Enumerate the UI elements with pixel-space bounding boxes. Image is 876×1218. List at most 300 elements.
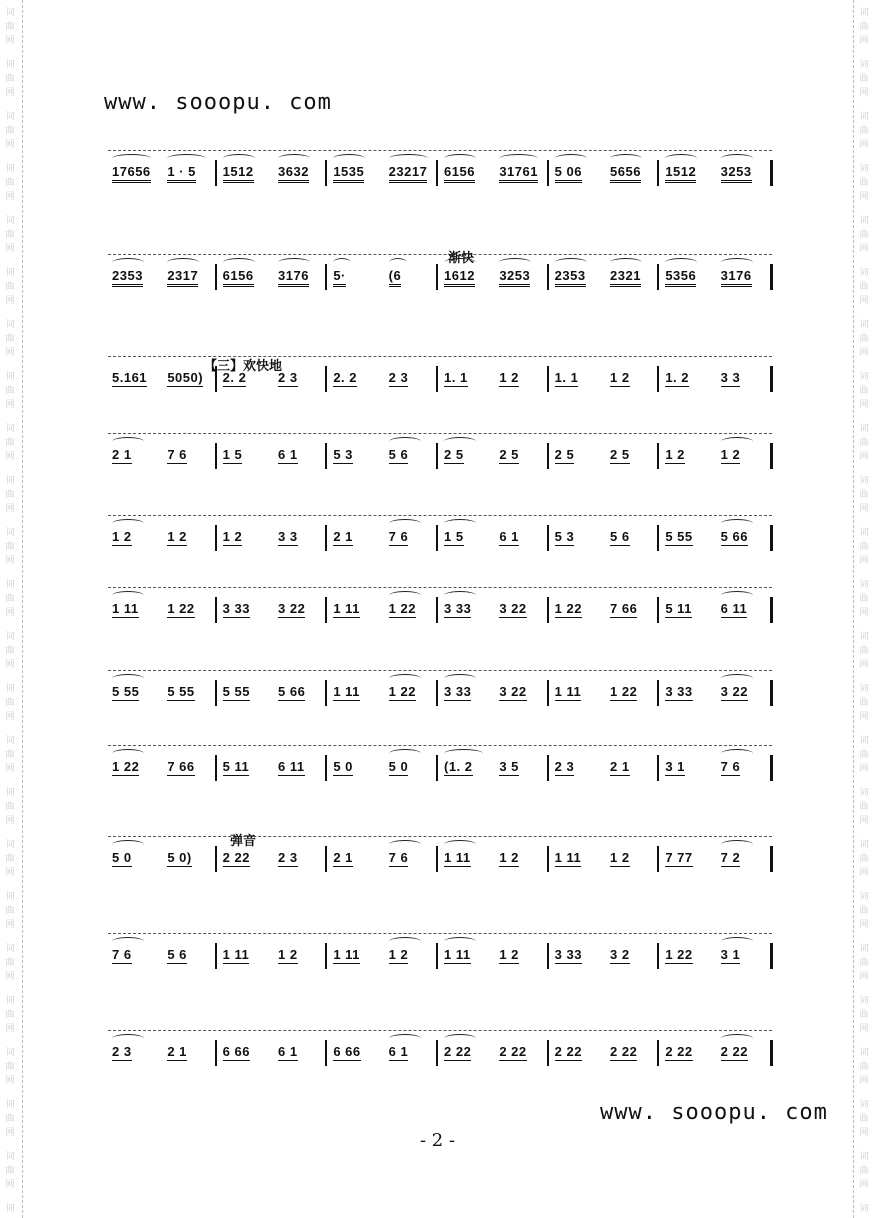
slur: [112, 437, 144, 446]
beat-group: [223, 268, 254, 287]
slur: [278, 258, 310, 267]
jianpu-notes: 1 11: [112, 601, 139, 616]
watermark-glyph: 词: [859, 840, 869, 850]
bar-line: [215, 597, 217, 623]
watermark-glyph: 网: [859, 504, 869, 514]
jianpu-notes: 1 2: [610, 370, 630, 385]
slur: [112, 591, 144, 600]
jianpu-notes: 3 22: [720, 684, 748, 699]
bar-line: [215, 943, 217, 969]
slur: [721, 154, 753, 163]
jianpu-notes: 2 1: [333, 529, 353, 544]
beat-group: [112, 759, 139, 776]
footer-site-url: www. sooopu. com: [600, 1100, 828, 1125]
beat-group: [555, 850, 582, 867]
end-bar-line: [770, 943, 773, 969]
bar-line: [657, 366, 659, 392]
slur: [112, 749, 144, 758]
jianpu-notes: 5 3: [554, 529, 575, 544]
slur: [167, 258, 199, 267]
beat-group: [278, 947, 298, 964]
jianpu-notes: 3 1: [665, 759, 685, 774]
watermark-glyph: 词: [5, 268, 15, 278]
watermark-glyph: 网: [859, 140, 869, 150]
beat-group: [278, 529, 298, 546]
jianpu-notes: 2 3: [554, 759, 575, 774]
jianpu-notes: 1612: [444, 268, 475, 287]
bar-line: [436, 443, 438, 469]
jianpu-notes: 5 66: [720, 529, 748, 544]
jianpu-notes: 6 66: [222, 1044, 250, 1059]
jianpu-notes: 2 5: [554, 447, 575, 462]
slur: [223, 258, 255, 267]
jianpu-notes: 2353: [112, 268, 143, 287]
jianpu-notes: 2 3: [112, 1044, 132, 1059]
jianpu-notes: 2 3: [388, 370, 409, 385]
bar-line: [436, 366, 438, 392]
end-bar-line: [770, 597, 773, 623]
jianpu-notes: (1. 2: [444, 759, 473, 774]
beat-group: [278, 601, 305, 618]
watermark-glyph: 曲: [5, 1166, 15, 1176]
beat-group: [610, 1044, 637, 1061]
jianpu-notes: 1 11: [444, 947, 471, 962]
beat-group: [610, 529, 630, 546]
watermark-glyph: 词: [859, 372, 869, 382]
watermark-glyph: 网: [5, 192, 15, 202]
slur: [721, 437, 753, 446]
beat-group: [167, 684, 194, 701]
jianpu-notes: 5 55: [112, 684, 140, 699]
beat-group: [167, 947, 187, 964]
beat-group: [665, 370, 689, 387]
bar-line: [325, 525, 327, 551]
jianpu-notes: 3 22: [278, 601, 306, 616]
watermark-glyph: 词: [859, 996, 869, 1006]
beat-group: [112, 601, 139, 618]
watermark-glyph: 词: [5, 424, 15, 434]
watermark-glyph: 词: [859, 268, 869, 278]
jianpu-notes: 2 22: [499, 1044, 527, 1059]
watermark-glyph: 曲: [5, 958, 15, 968]
watermark-glyph: 网: [5, 36, 15, 46]
slur: [721, 519, 753, 528]
bar-line: [215, 264, 217, 290]
jianpu-notes: 1 11: [222, 947, 250, 962]
beat-group: [721, 850, 741, 867]
watermark-glyph: 网: [859, 88, 869, 98]
beat-group: [112, 164, 151, 183]
jianpu-notes: 5 3: [333, 447, 353, 462]
beat-group: [389, 370, 409, 387]
end-bar-line: [770, 680, 773, 706]
slur: [721, 840, 753, 849]
beat-group: [721, 684, 748, 701]
beat-group: [444, 447, 464, 464]
left-watermark-strip: [0, 0, 23, 1218]
slur: [112, 154, 151, 163]
watermark-glyph: 曲: [859, 490, 869, 500]
beat-group: [167, 529, 187, 546]
jianpu-notes: 2 1: [333, 850, 353, 865]
jianpu-notes: 3 3: [278, 529, 298, 544]
watermark-glyph: 词: [5, 684, 15, 694]
jianpu-notes: 3176: [278, 268, 309, 287]
watermark-glyph: 词: [859, 164, 869, 174]
watermark-glyph: 网: [5, 920, 15, 930]
jianpu-notes: 1 11: [333, 601, 360, 616]
jianpu-notes: 5 6: [610, 529, 630, 544]
slur: [333, 258, 351, 267]
beat-group: [333, 947, 360, 964]
jianpu-notes: 5050): [167, 370, 204, 385]
jianpu-notes: 2. 2: [222, 370, 247, 385]
beat-group: [333, 370, 357, 387]
jianpu-notes: 3 33: [222, 601, 250, 616]
bar-line: [325, 755, 327, 781]
slur: [444, 749, 483, 758]
slur: [389, 154, 428, 163]
bar-line: [547, 443, 549, 469]
jianpu-notes: 5 11: [665, 601, 692, 616]
slur: [112, 258, 144, 267]
watermark-glyph: 网: [859, 712, 869, 722]
jianpu-notes: 1 2: [388, 947, 409, 962]
jianpu-notes: 5 55: [665, 529, 693, 544]
watermark-glyph: 曲: [5, 334, 15, 344]
watermark-glyph: 网: [5, 296, 15, 306]
slur: [721, 749, 753, 758]
staff-guide-line: [108, 836, 772, 837]
bar-line: [547, 846, 549, 872]
beat-group: [444, 947, 471, 964]
bar-line: [325, 366, 327, 392]
beat-group: [665, 164, 696, 183]
beat-group: [333, 529, 353, 546]
technique-marking: 弹音: [230, 834, 257, 849]
jianpu-notes: 3 22: [499, 601, 527, 616]
watermark-glyph: 词: [5, 528, 15, 538]
watermark-glyph: 曲: [859, 438, 869, 448]
bar-line: [215, 443, 217, 469]
beat-group: [389, 447, 409, 464]
watermark-glyph: 词: [5, 736, 15, 746]
beat-group: [223, 601, 250, 618]
watermark-glyph: 词: [859, 424, 869, 434]
jianpu-notes: 1 11: [333, 947, 360, 962]
watermark-glyph: 网: [859, 36, 869, 46]
watermark-glyph: 曲: [5, 542, 15, 552]
watermark-glyph: 曲: [859, 126, 869, 136]
beat-group: [444, 370, 468, 387]
beat-group: [223, 447, 243, 464]
beat-group: [444, 684, 471, 701]
watermark-glyph: 曲: [5, 750, 15, 760]
beat-group: [444, 529, 464, 546]
beat-group: [721, 529, 748, 546]
jianpu-notes: 6156: [444, 164, 475, 183]
watermark-glyph: 曲: [5, 802, 15, 812]
jianpu-notes: 5 0: [333, 759, 353, 774]
jianpu-notes: 3 3: [720, 370, 741, 385]
watermark-glyph: 网: [859, 868, 869, 878]
watermark-glyph: 曲: [5, 230, 15, 240]
bar-line: [325, 1040, 327, 1066]
jianpu-notes: 1512: [665, 164, 696, 183]
beat-group: [278, 268, 309, 287]
jianpu-notes: 5 11: [222, 759, 250, 774]
watermark-glyph: 网: [5, 348, 15, 358]
jianpu-notes: 1 2: [499, 850, 519, 865]
beat-group: [444, 164, 475, 183]
beat-group: [610, 447, 630, 464]
bar-line: [215, 1040, 217, 1066]
jianpu-notes: 7 66: [167, 759, 195, 774]
watermark-glyph: 网: [5, 972, 15, 982]
beat-group: [112, 268, 143, 287]
slur: [112, 674, 144, 683]
beat-group: [665, 850, 692, 867]
jianpu-notes: 2 22: [665, 1044, 693, 1059]
watermark-glyph: 曲: [5, 74, 15, 84]
watermark-glyph: 词: [5, 372, 15, 382]
end-bar-line: [770, 264, 773, 290]
jianpu-notes: 1. 1: [444, 370, 468, 385]
watermark-glyph: 网: [5, 556, 15, 566]
slur: [499, 258, 531, 267]
beat-group: [444, 759, 473, 776]
end-bar-line: [770, 160, 773, 186]
beat-group: [555, 529, 575, 546]
bar-line: [657, 680, 659, 706]
bar-line: [215, 680, 217, 706]
slur: [444, 591, 476, 600]
beat-group: [167, 759, 194, 776]
watermark-glyph: 网: [859, 608, 869, 618]
watermark-glyph: 网: [859, 972, 869, 982]
jianpu-notes: 3 1: [720, 947, 741, 962]
watermark-glyph: 词: [5, 1152, 15, 1162]
beat-group: [389, 850, 409, 867]
watermark-glyph: 曲: [859, 22, 869, 32]
jianpu-notes: 1 2: [499, 370, 519, 385]
watermark-glyph: 曲: [5, 906, 15, 916]
slur: [721, 591, 753, 600]
beat-group: [555, 947, 582, 964]
watermark-glyph: 网: [859, 192, 869, 202]
slur: [389, 591, 421, 600]
bar-line: [436, 680, 438, 706]
beat-group: [721, 947, 741, 964]
slur: [499, 154, 538, 163]
end-bar-line: [770, 1040, 773, 1066]
jianpu-notes: 2 1: [610, 759, 630, 774]
jianpu-notes: 5·: [333, 268, 346, 287]
bar-line: [657, 755, 659, 781]
watermark-glyph: 曲: [859, 594, 869, 604]
watermark-glyph: 词: [859, 892, 869, 902]
jianpu-notes: 5 55: [222, 684, 250, 699]
watermark-glyph: 曲: [859, 958, 869, 968]
watermark-glyph: 词: [859, 788, 869, 798]
staff-guide-line: [108, 933, 772, 934]
beat-group: [665, 1044, 692, 1061]
jianpu-notes: 3 5: [499, 759, 519, 774]
beat-group: [444, 850, 471, 867]
watermark-glyph: 网: [859, 296, 869, 306]
watermark-glyph: 曲: [859, 282, 869, 292]
beat-group: [610, 850, 630, 867]
jianpu-notes: 6 1: [278, 1044, 298, 1059]
beat-group: [721, 164, 752, 183]
watermark-glyph: 网: [5, 1076, 15, 1086]
beat-group: [665, 601, 692, 618]
slur: [444, 154, 476, 163]
watermark-glyph: 曲: [859, 906, 869, 916]
watermark-glyph: 网: [5, 244, 15, 254]
jianpu-notes: 2317: [167, 268, 198, 287]
jianpu-notes: 3 33: [444, 601, 472, 616]
beat-group: [112, 447, 132, 464]
watermark-glyph: 词: [5, 996, 15, 1006]
watermark-glyph: 词: [5, 112, 15, 122]
beat-group: [278, 1044, 298, 1061]
jianpu-notes: 2 1: [167, 1044, 187, 1059]
slur: [665, 154, 697, 163]
beat-group: [333, 164, 364, 183]
watermark-glyph: 词: [859, 736, 869, 746]
beat-group: [610, 759, 630, 776]
jianpu-notes: 5 6: [388, 447, 409, 462]
beat-group: [555, 268, 586, 287]
slur: [665, 258, 697, 267]
staff-guide-line: [108, 150, 772, 151]
watermark-glyph: 词: [859, 684, 869, 694]
watermark-glyph: 词: [859, 632, 869, 642]
watermark-glyph: 曲: [859, 334, 869, 344]
jianpu-notes: 5 55: [167, 684, 195, 699]
watermark-glyph: 曲: [5, 594, 15, 604]
watermark-glyph: 词: [5, 1204, 15, 1214]
slur: [389, 937, 421, 946]
beat-group: [278, 447, 298, 464]
slur: [389, 519, 421, 528]
slur: [112, 937, 144, 946]
beat-group: [499, 447, 519, 464]
watermark-glyph: 曲: [859, 1114, 869, 1124]
bar-line: [657, 443, 659, 469]
beat-group: [555, 1044, 582, 1061]
jianpu-notes: 17656: [112, 164, 151, 183]
beat-group: [223, 164, 254, 183]
jianpu-notes: 2. 2: [333, 370, 358, 385]
beat-group: [610, 164, 641, 183]
beat-group: [721, 1044, 748, 1061]
jianpu-notes: 2 3: [278, 370, 298, 385]
beat-group: [223, 529, 243, 546]
watermark-glyph: 词: [5, 840, 15, 850]
jianpu-notes: 2 5: [444, 447, 464, 462]
watermark-glyph: 曲: [5, 646, 15, 656]
slur: [721, 258, 753, 267]
watermark-glyph: 网: [859, 452, 869, 462]
jianpu-notes: 6 1: [499, 529, 519, 544]
bar-line: [657, 160, 659, 186]
bar-line: [547, 366, 549, 392]
watermark-glyph: 词: [5, 60, 15, 70]
jianpu-notes: 1 22: [554, 601, 582, 616]
watermark-glyph: 曲: [859, 802, 869, 812]
watermark-glyph: 词: [5, 580, 15, 590]
bar-line: [436, 943, 438, 969]
watermark-glyph: 网: [859, 816, 869, 826]
watermark-glyph: 词: [859, 1152, 869, 1162]
watermark-glyph: 词: [859, 1048, 869, 1058]
jianpu-notes: 2 22: [554, 1044, 582, 1059]
bar-line: [325, 680, 327, 706]
jianpu-notes: 1 22: [610, 684, 638, 699]
slur: [112, 840, 144, 849]
bar-line: [325, 443, 327, 469]
jianpu-notes: 23217: [389, 164, 428, 183]
jianpu-notes: 3 2: [610, 947, 630, 962]
beat-group: [499, 947, 519, 964]
beat-group: [167, 1044, 187, 1061]
watermark-glyph: 词: [5, 216, 15, 226]
bar-line: [325, 943, 327, 969]
beat-group: [223, 759, 250, 776]
beat-group: [555, 684, 582, 701]
bar-line: [436, 525, 438, 551]
jianpu-notes: 3 33: [444, 684, 472, 699]
beat-group: [278, 759, 305, 776]
jianpu-notes: 7 2: [720, 850, 741, 865]
bar-line: [215, 755, 217, 781]
bar-line: [325, 264, 327, 290]
watermark-glyph: 网: [5, 660, 15, 670]
slur: [721, 674, 753, 683]
beat-group: [112, 850, 132, 867]
bar-line: [657, 264, 659, 290]
beat-group: [333, 1044, 360, 1061]
jianpu-notes: 1. 1: [554, 370, 579, 385]
watermark-glyph: 曲: [5, 854, 15, 864]
beat-group: [389, 164, 428, 183]
slur: [444, 437, 476, 446]
watermark-glyph: 网: [5, 764, 15, 774]
bar-line: [657, 846, 659, 872]
watermark-glyph: 曲: [859, 230, 869, 240]
page-number: - 2 -: [420, 1130, 456, 1151]
watermark-glyph: 网: [5, 88, 15, 98]
watermark-glyph: 网: [5, 868, 15, 878]
watermark-glyph: 网: [859, 400, 869, 410]
bar-line: [325, 160, 327, 186]
beat-group: [167, 370, 203, 387]
jianpu-notes: 3 33: [665, 684, 693, 699]
jianpu-notes: 2 1: [112, 447, 132, 462]
slur: [444, 674, 476, 683]
watermark-glyph: 网: [5, 504, 15, 514]
staff-guide-line: [108, 587, 772, 588]
jianpu-notes: 1 2: [222, 529, 243, 544]
watermark-glyph: 曲: [5, 282, 15, 292]
watermark-glyph: 词: [5, 320, 15, 330]
slur: [112, 1034, 144, 1043]
jianpu-notes: 1 2: [112, 529, 132, 544]
watermark-glyph: 网: [5, 1024, 15, 1034]
staff-guide-line: [108, 254, 772, 255]
